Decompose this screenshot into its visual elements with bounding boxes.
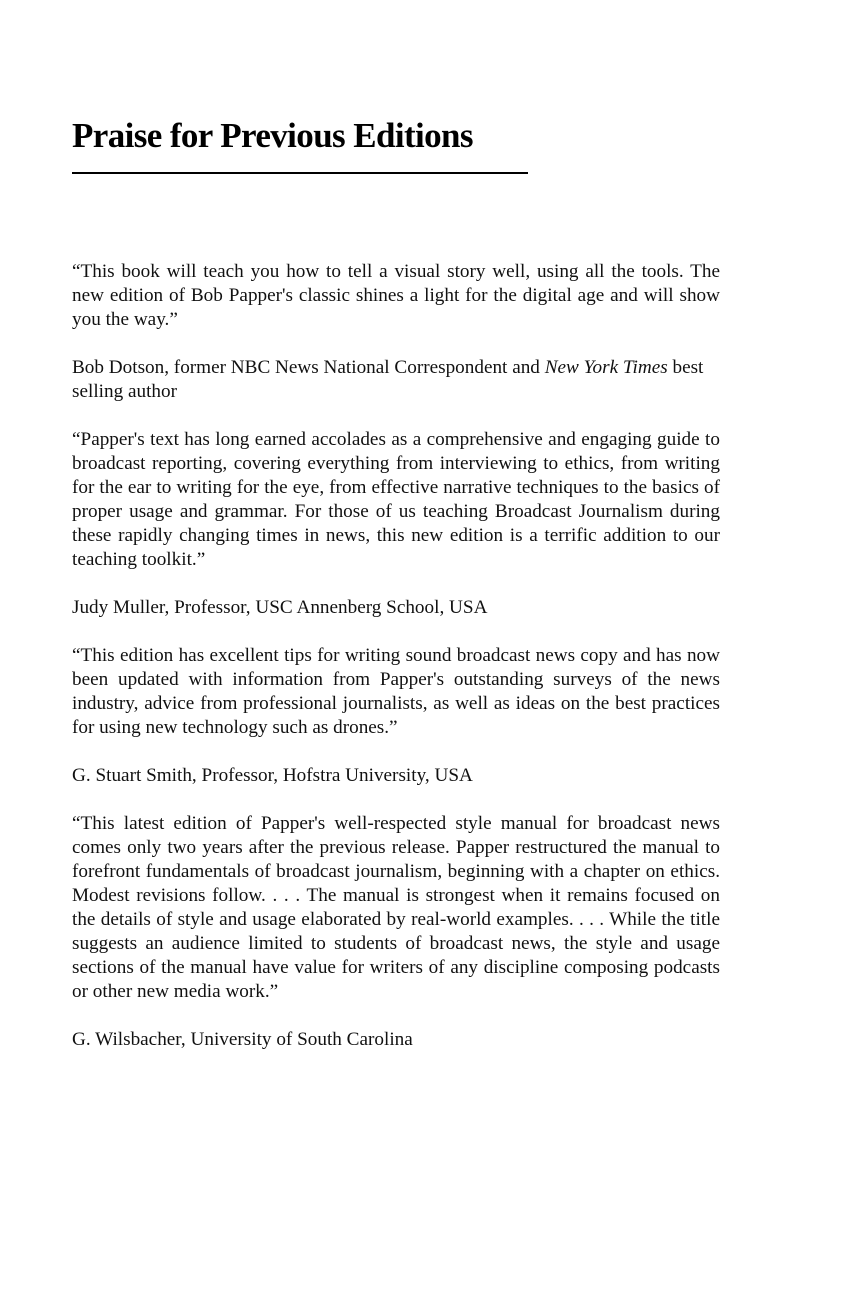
attribution-text-suffix: best selling author — [72, 357, 704, 402]
praise-attribution: G. Stuart Smith, Professor, Hofstra University, USA — [72, 765, 473, 786]
praise-quote: “Papper's text has long earned accolades as a comprehensive and engaging guide to broadcast reporting, covering everything from interviewing to ethics, from writing for the ear to writing for the eye, from effective narrative techniques to the basics of proper usage and grammar. For those of us teaching Broadcast Journalism during these rapidly changing times in news, this new edition is a terrific addition to our teaching toolkit.” — [72, 429, 720, 570]
praise-quote: “This latest edition of Papper's well-respected style manual for broadcast news comes only two years after the previous release. Papper restructured the manual to forefront fundamentals of broadcast journalism, beginning with a chapter on ethics. Modest revisions follow. . . . The manual is strongest when it remains focused on the details of style and usage elaborated by real-world examples. . . . While the title suggests an audience limited to students of broadcast news, the style and usage sections of the manual have value for writers of any discipline composing podcasts or other new media work.” — [72, 813, 720, 1002]
praise-attribution: Judy Muller, Professor, USC Annenberg School, USA — [72, 597, 488, 618]
praise-quote: “This edition has excellent tips for writing sound broadcast news copy and has now been updated with information from Papper's outstanding surveys of the news industry, advice from professional journalists, as well as ideas on the best practices for using new technology such as drones.” — [72, 645, 720, 738]
title-underline-rule — [72, 172, 528, 174]
praise-list — [72, 260, 720, 1076]
praise-quote: “This book will teach you how to tell a visual story well, using all the tools. The new edition of Bob Papper's classic shines a light for the digital age and will show you the way.” — [72, 261, 720, 330]
praise-attribution — [72, 356, 720, 404]
page-title: Praise for Previous Editions — [72, 116, 473, 155]
praise-attribution: G. Wilsbacher, University of South Carolina — [72, 1029, 413, 1050]
attribution-text: Bob Dotson, former NBC News National Correspondent and — [72, 357, 545, 378]
attribution-publication-italic: New York Times — [544, 357, 668, 378]
